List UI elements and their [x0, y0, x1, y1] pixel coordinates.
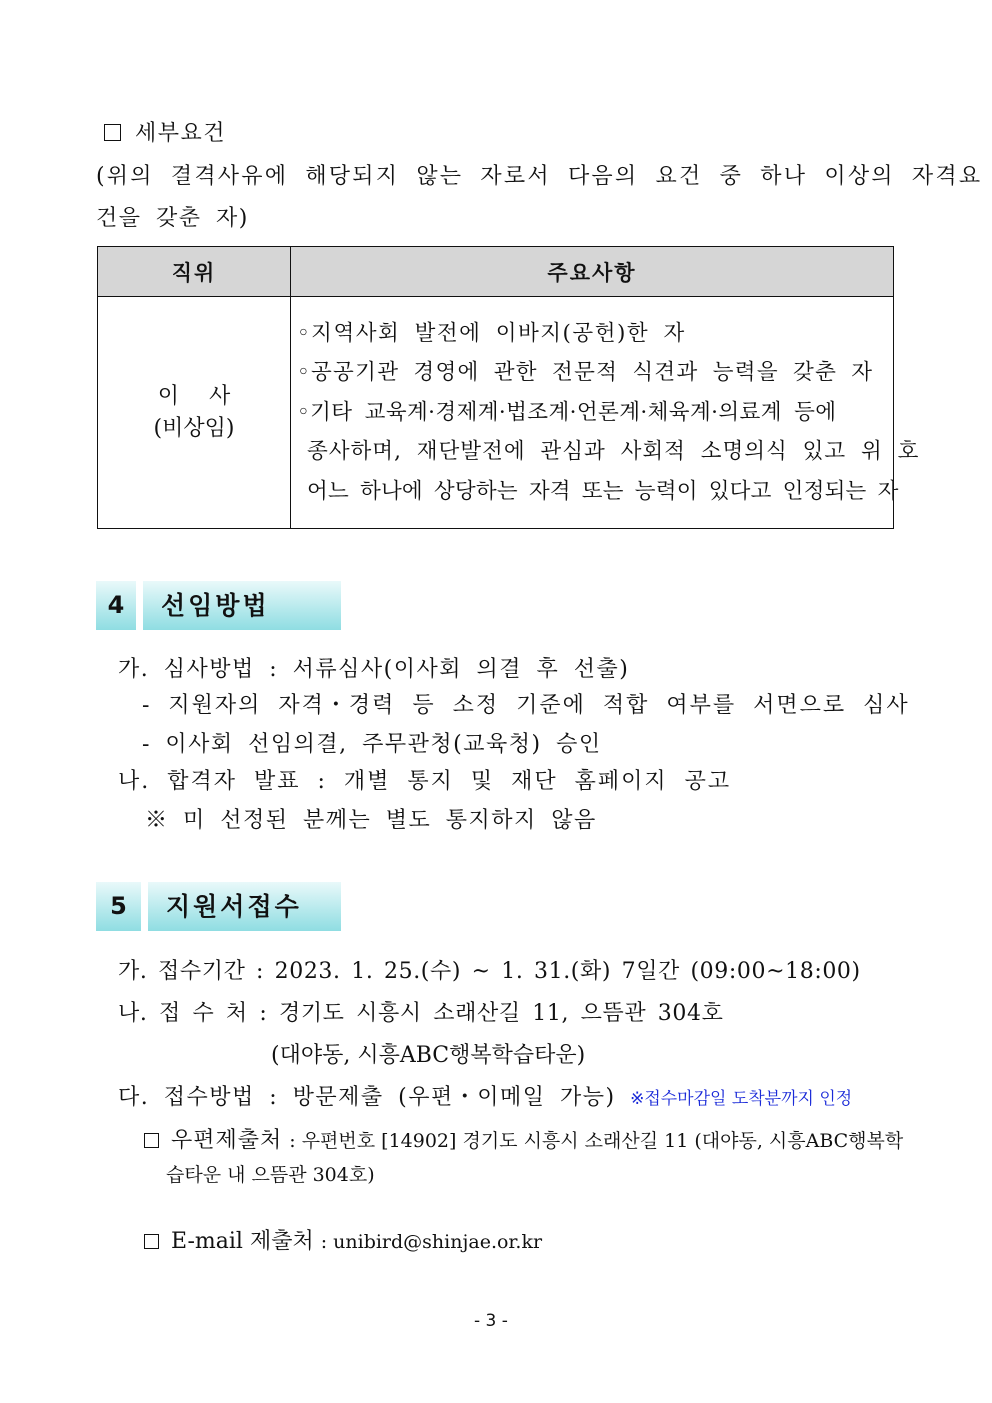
detail-item: ◦기타 교육계·경제계·법조계·언론계·체육계·의료계 등에: [297, 399, 837, 425]
section-number: 4: [96, 581, 136, 630]
section-4-header: [96, 581, 341, 630]
application-place: 나. 접 수 처 : 경기도 시흥시 소래산길 11, 으뜸관 304호: [118, 1001, 724, 1026]
review-method: 가. 심사방법 : 서류심사(이사회 의결 후 선출): [118, 657, 630, 682]
position-cell: [98, 297, 291, 529]
position-type: (비상임): [153, 415, 235, 441]
detail-item: ◦공공기관 경영에 관한 전문적 식견과 능력을 갖춘 자: [297, 360, 874, 386]
detail-requirements-heading: 세부요건: [104, 116, 226, 147]
checkbox-square-icon: [144, 1133, 159, 1148]
postal-submission-detail: 습타운 내 으뜸관 304호): [166, 1164, 375, 1186]
page-number: - 3 -: [474, 1311, 508, 1331]
section-title: 지원서접수: [148, 882, 341, 931]
detail-item: ◦지역사회 발전에 이바지(공헌)한 자: [297, 320, 686, 346]
application-method: 다. 접수방법 : 방문제출 (우편・이메일 가능) ※접수마감일 도착분까지 인정: [118, 1085, 853, 1110]
table-row: [98, 297, 894, 529]
detail-item: 어느 하나에 상당하는 자격 또는 능력이 있다고 인정되는 자: [307, 478, 899, 504]
review-detail-1: - 지원자의 자격・경력 등 소정 기준에 적합 여부를 서면으로 심사: [142, 693, 910, 718]
details-cell: [291, 297, 920, 529]
requirements-table: [97, 246, 920, 529]
announcement: 나. 합격자 발표 : 개별 통지 및 재단 홈페이지 공고: [118, 769, 732, 794]
checkbox-square-icon: [104, 124, 121, 141]
email-submission: E-mail 제출처 : unibird@shinjae.or.kr: [144, 1224, 542, 1255]
detail-requirements-intro-2: 건을 갖춘 자): [96, 206, 249, 231]
postal-submission: 우편제출처 : 우편번호 [14902] 경기도 시흥시 소래산길 11 (대야동, 시흥ABC행복학: [144, 1123, 903, 1154]
checkbox-square-icon: [144, 1234, 159, 1249]
review-detail-2: - 이사회 선임의결, 주무관청(교육청) 승인: [142, 732, 602, 757]
section-number: 5: [96, 882, 141, 931]
position-title: 이사: [157, 383, 261, 409]
section-title: 선임방법: [143, 581, 341, 630]
detail-item: 종사하며, 재단발전에 관심과 사회적 소명의식 있고 위 호: [307, 439, 920, 465]
announcement-note: ※ 미 선정된 분께는 별도 통지하지 않음: [145, 808, 597, 833]
deadline-note: ※접수마감일 도착분까지 인정: [630, 1089, 853, 1109]
table-header-position: 직위: [98, 247, 291, 297]
section-5-header: [96, 882, 341, 931]
application-period: 가. 접수기간 : 2023. 1. 25.(수) ~ 1. 31.(화) 7일간 (09:00~18:00): [118, 959, 861, 984]
table-header-row: [98, 247, 894, 297]
detail-requirements-intro-1: (위의 결격사유에 해당되지 않는 자로서 다음의 요건 중 하나 이상의 자격요: [96, 164, 983, 189]
application-place-detail: (대야동, 시흥ABC행복학습타운): [271, 1043, 586, 1068]
table-header-details: 주요사항: [291, 247, 894, 297]
